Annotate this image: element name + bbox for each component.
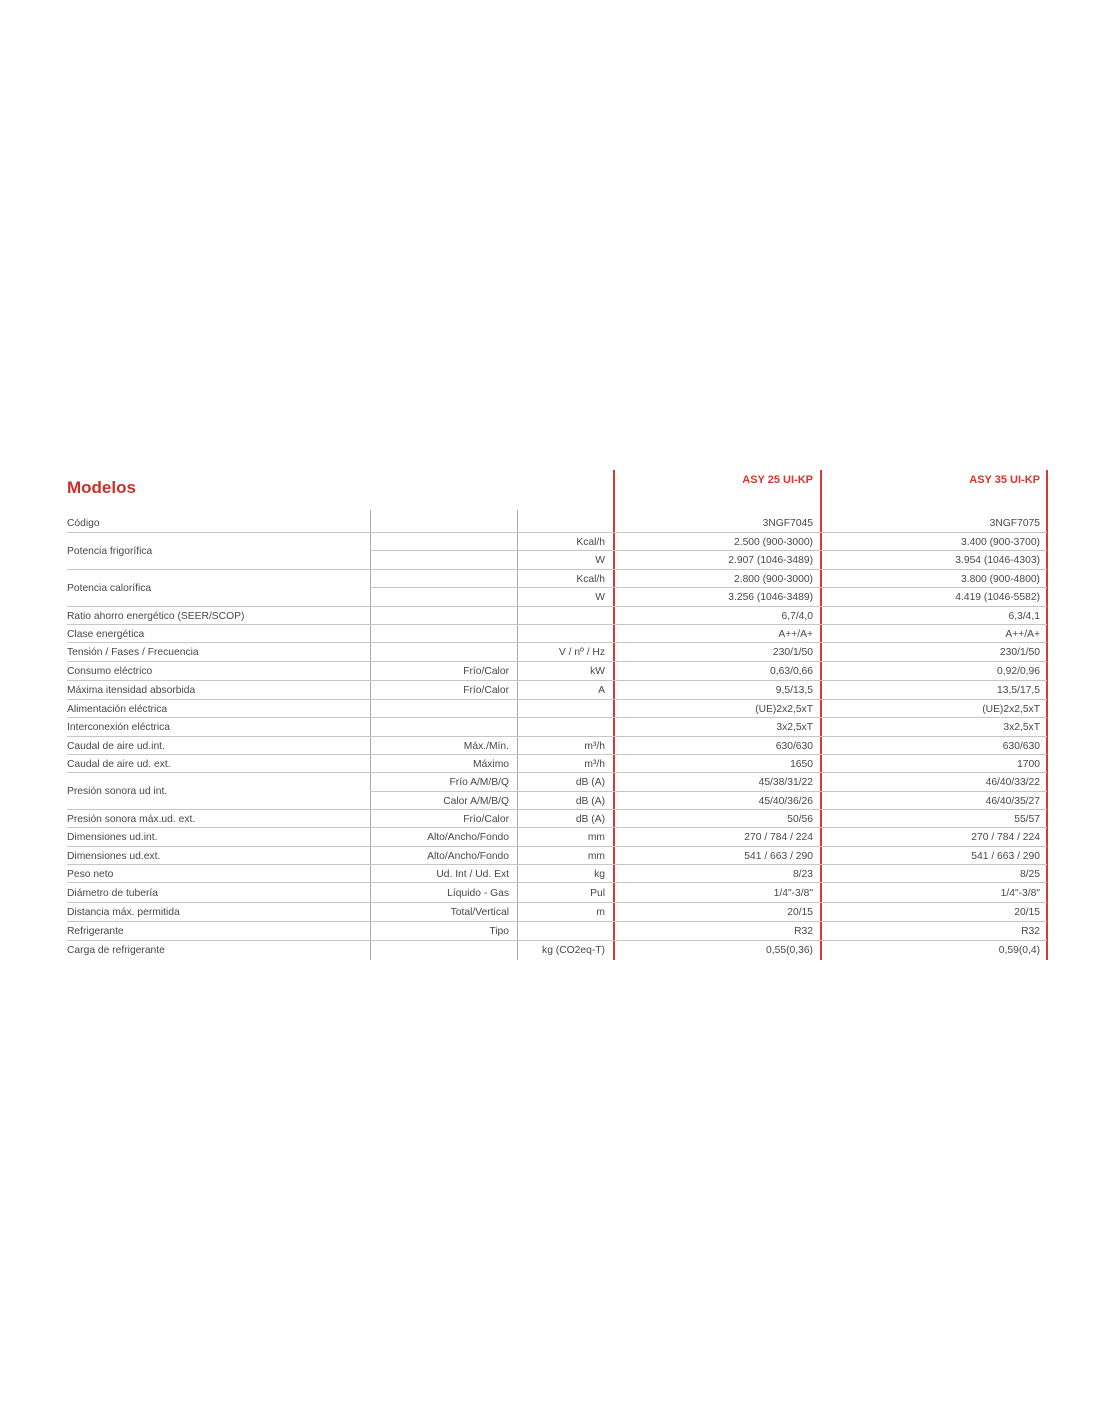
table-row (67, 643, 1047, 662)
row-value-asy35: 0,59(0,4) (998, 945, 1040, 956)
row-condition (370, 513, 509, 533)
row-label: Código (67, 517, 100, 529)
row-unit: dB (A) (575, 777, 605, 788)
row-value-asy25: 45/40/36/26 (758, 795, 813, 807)
row-value-asy25: 230/1/50 (772, 647, 813, 658)
row-unit (517, 718, 605, 737)
table-row (67, 607, 1047, 625)
row-value-asy35: 1/4"-3/8" (1000, 887, 1040, 899)
row-value-asy35: 55/57 (1014, 813, 1040, 825)
row-value-asy35: 3.800 (900-4800) (960, 573, 1040, 585)
row-condition: Máx./Mín. (463, 740, 509, 752)
row-label (67, 792, 367, 810)
row-condition: Calor A/M/B/Q (443, 795, 509, 807)
row-condition: Líquido - Gas (447, 887, 509, 899)
row-condition (370, 643, 509, 662)
row-value-asy25: 630/630 (775, 740, 813, 752)
row-value-asy25: 2.800 (900-3000) (733, 573, 813, 585)
row-value-asy35: 270 / 784 / 224 (971, 832, 1040, 843)
row-label: Diámetro de tubería (67, 887, 159, 899)
row-unit: W (595, 555, 605, 566)
row-value-asy35: 46/40/35/27 (985, 795, 1040, 807)
row-unit (517, 625, 605, 643)
row-value-asy25: 3x2,5xT (776, 722, 813, 733)
row-value-asy35: 13,5/17,5 (997, 685, 1040, 696)
row-label: Presión sonora ud int. (67, 786, 168, 797)
row-condition: Frío A/M/B/Q (449, 777, 509, 788)
row-label: Caudal de aire ud. ext. (67, 758, 171, 770)
row-unit: mm (587, 832, 605, 843)
row-value-asy25: R32 (794, 926, 813, 937)
row-label: Peso neto (67, 868, 114, 880)
row-value-asy35: 3.400 (900-3700) (960, 536, 1040, 548)
row-value-asy25: 1650 (790, 758, 813, 770)
row-unit (517, 700, 605, 718)
row-condition: Frío/Calor (463, 666, 509, 677)
table-row (67, 883, 1047, 903)
table-row (67, 810, 1047, 828)
row-label: Máxima itensidad absorbida (67, 685, 196, 696)
row-value-asy35: A++/A+ (1005, 628, 1040, 640)
table-row (67, 718, 1047, 737)
row-label: Dimensiones ud.int. (67, 832, 158, 843)
table-row (67, 533, 1047, 557)
row-value-asy35: R32 (1021, 926, 1040, 937)
row-unit: m³/h (584, 758, 605, 770)
row-value-asy35: 8/25 (1019, 868, 1040, 880)
table-row (67, 792, 1047, 810)
table-row (67, 513, 1047, 533)
row-condition: Alto/Ancho/Fondo (427, 850, 509, 862)
row-condition: Frío/Calor (463, 685, 509, 696)
row-value-asy25: 3.256 (1046-3489) (728, 592, 813, 603)
table-row (67, 847, 1047, 865)
row-value-asy25: 9,5/13,5 (775, 685, 813, 696)
row-unit: kg (CO2eq-T) (542, 945, 605, 956)
row-unit: Pul (590, 887, 605, 899)
table-row (67, 588, 1047, 607)
row-unit: Kcal/h (576, 536, 605, 548)
row-condition: Frío/Calor (463, 813, 509, 825)
row-unit: m³/h (584, 740, 605, 752)
row-label (67, 588, 367, 607)
row-condition (370, 533, 509, 551)
row-value-asy35: 46/40/33/22 (985, 777, 1040, 788)
row-unit (517, 607, 605, 625)
table-row (67, 551, 1047, 570)
row-value-asy25: (UE)2x2,5xT (755, 703, 813, 715)
table-row (67, 755, 1047, 773)
row-label: Distancia máx. permitida (67, 907, 180, 918)
row-unit: Kcal/h (576, 573, 605, 585)
row-unit: dB (A) (575, 813, 605, 825)
row-value-asy25: 6,7/4,0 (781, 610, 813, 622)
row-value-asy25: 45/38/31/22 (758, 777, 813, 788)
table-row (67, 681, 1047, 700)
row-value-asy25: 50/56 (787, 813, 813, 825)
row-condition: Ud. Int / Ud. Ext (436, 868, 509, 880)
row-condition: Máximo (472, 758, 509, 770)
row-value-asy25: 20/15 (787, 907, 813, 918)
row-condition (370, 700, 509, 718)
row-unit (517, 513, 605, 533)
row-condition: Tipo (489, 926, 509, 937)
row-condition (370, 607, 509, 625)
row-condition: Total/Vertical (450, 907, 509, 918)
row-value-asy25: 1/4"-3/8" (773, 887, 813, 899)
table-row (67, 865, 1047, 883)
row-label: Presión sonora máx.ud. ext. (67, 813, 196, 825)
row-value-asy25: 0,63/0,66 (770, 666, 813, 677)
row-condition (370, 570, 509, 588)
row-value-asy35: (UE)2x2,5xT (982, 703, 1040, 715)
row-label: Caudal de aire ud.int. (67, 740, 165, 752)
row-label: Refrigerante (67, 926, 124, 937)
table-row (67, 570, 1047, 594)
row-value-asy25: 3NGF7045 (762, 517, 813, 529)
row-value-asy35: 3x2,5xT (1003, 722, 1040, 733)
row-value-asy25: 8/23 (792, 868, 813, 880)
row-value-asy35: 3NGF7075 (989, 517, 1040, 529)
row-label: Interconexión eléctrica (67, 722, 171, 733)
row-label: Alimentación eléctrica (67, 703, 168, 715)
row-value-asy25: 2.500 (900-3000) (733, 536, 813, 548)
row-value-asy25: A++/A+ (778, 628, 813, 640)
row-label: Consumo eléctrico (67, 666, 153, 677)
table-row (67, 662, 1047, 681)
row-value-asy25: 0,55(0,36) (766, 945, 813, 956)
table-row (67, 700, 1047, 718)
table-row (67, 773, 1047, 797)
table-row (67, 625, 1047, 643)
row-value-asy35: 6,3/4,1 (1008, 610, 1040, 622)
row-condition (370, 718, 509, 737)
table-row (67, 903, 1047, 922)
row-unit: mm (587, 850, 605, 862)
row-condition (370, 551, 509, 570)
row-label: Ratio ahorro energético (SEER/SCOP) (67, 610, 245, 622)
table-row (67, 922, 1047, 941)
row-label: Carga de refrigerante (67, 945, 165, 956)
row-label: Potencia calorífica (67, 583, 152, 594)
row-value-asy25: 270 / 784 / 224 (744, 832, 813, 843)
row-label: Clase energética (67, 628, 145, 640)
row-label (67, 551, 367, 570)
row-unit: V / nº / Hz (558, 647, 605, 658)
row-unit: kg (594, 868, 605, 880)
row-value-asy35: 20/15 (1014, 907, 1040, 918)
row-value-asy25: 2.907 (1046-3489) (728, 555, 813, 566)
table-row (67, 737, 1047, 755)
row-condition (370, 625, 509, 643)
row-value-asy35: 230/1/50 (999, 647, 1040, 658)
row-unit: W (595, 592, 605, 603)
row-unit (517, 922, 605, 941)
row-value-asy35: 630/630 (1002, 740, 1040, 752)
row-label: Potencia frigorífica (67, 546, 153, 557)
section-title: Modelos (67, 478, 136, 497)
model-header-asy35: ASY 35 UI-KP (969, 474, 1040, 486)
row-value-asy35: 3.954 (1046-4303) (955, 555, 1040, 566)
row-value-asy25: 541 / 663 / 290 (744, 850, 813, 862)
row-unit: A (598, 685, 605, 696)
row-unit: dB (A) (575, 795, 605, 807)
table-row (67, 941, 1047, 960)
row-unit: m (596, 907, 605, 918)
table-row (67, 828, 1047, 847)
row-value-asy35: 0,92/0,96 (997, 666, 1040, 677)
row-condition: Alto/Ancho/Fondo (427, 832, 509, 843)
row-value-asy35: 1700 (1017, 758, 1040, 770)
row-condition (370, 588, 509, 607)
model-header-asy25: ASY 25 UI-KP (742, 474, 813, 486)
row-unit: kW (590, 666, 605, 677)
row-label: Tensión / Fases / Frecuencia (67, 647, 199, 658)
row-value-asy35: 4.419 (1046-5582) (955, 592, 1040, 603)
row-value-asy35: 541 / 663 / 290 (971, 850, 1040, 862)
row-condition (370, 941, 509, 960)
row-label: Dimensiones ud.ext. (67, 850, 161, 862)
